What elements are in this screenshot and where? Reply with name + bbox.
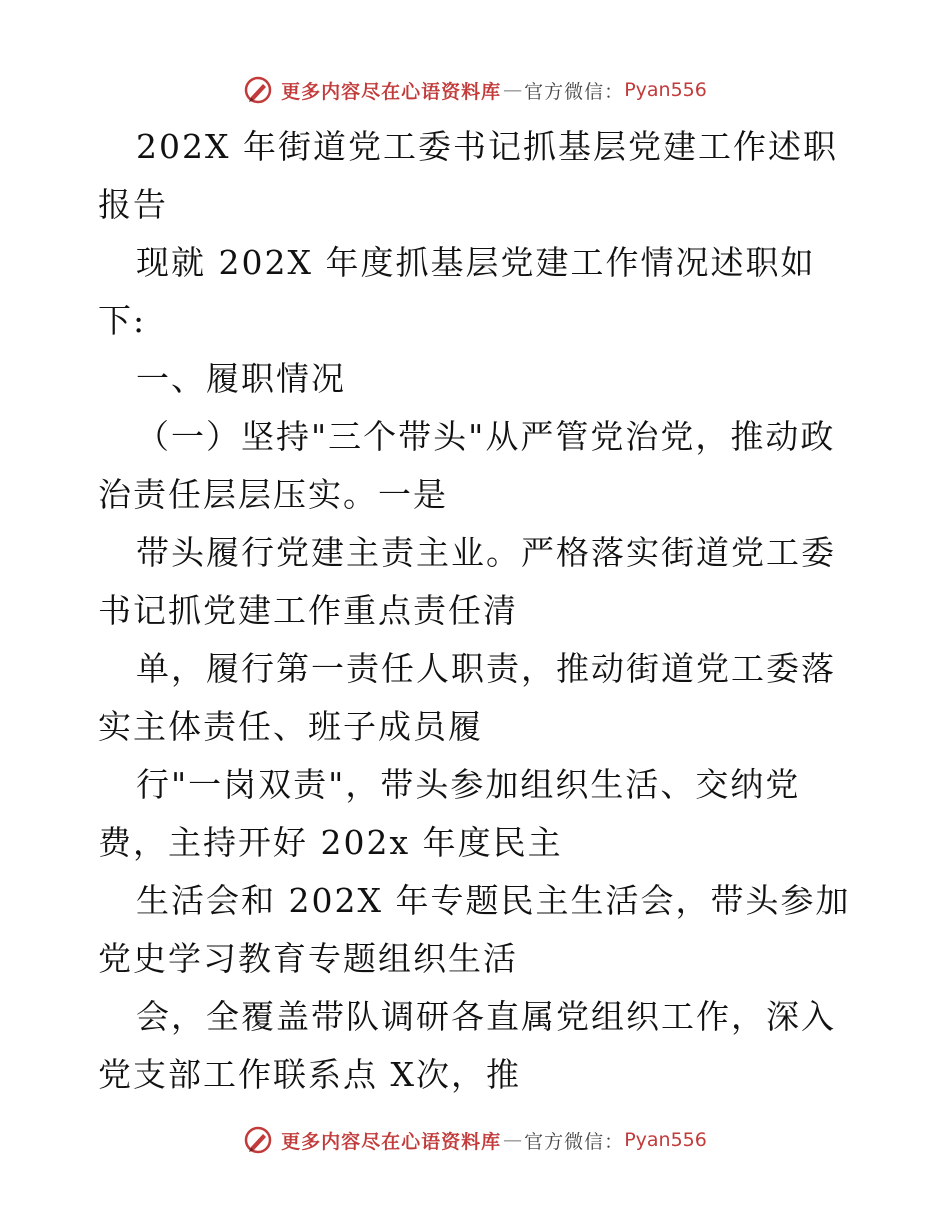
pen-logo-icon [243,75,273,105]
header-watermark [0,70,950,110]
watermark-main-text: 更多内容尽在心语资料库 [281,1130,502,1153]
watermark-wechat-id: Pyan556 [624,1129,707,1151]
body-paragraph: 带头履行党建主责主业。严格落实街道党工委书记抓党建工作重点责任清 [98,533,836,630]
body-paragraph: 单，履行第一责任人职责，推动街道党工委落实主体责任、班子成员履 [98,649,836,746]
watermark-dash: — [503,1129,523,1151]
pen-logo-icon [243,1125,273,1155]
footer-watermark [0,1120,950,1160]
watermark-dash: — [503,79,523,101]
watermark-label: 官方微信： [524,1130,625,1153]
body-paragraph: 生活会和 202X 年专题民主生活会，带头参加党史学习教育专题组织生活 [98,881,851,978]
watermark-main-text: 更多内容尽在心语资料库 [281,80,502,103]
section-heading: 一、履职情况 [136,359,346,398]
intro-paragraph: 现就 202X 年度抓基层党建工作情况述职如下: [98,243,816,340]
watermark-label: 官方微信： [524,80,625,103]
body-paragraph: 会，全覆盖带队调研各直属党组织工作，深入党支部工作联系点 X次，推 [98,997,836,1094]
document-title: 202X 年街道党工委书记抓基层党建工作述职报告 [98,127,838,224]
body-paragraph: （一）坚持"三个带头"从严管党治党，推动政治责任层层压实。一是 [98,417,836,514]
body-paragraph: 行"一岗双责"，带头参加组织生活、交纳党费，主持开好 202x 年度民主 [98,765,801,862]
document-body [98,118,858,1104]
watermark-wechat-id: Pyan556 [624,79,707,101]
